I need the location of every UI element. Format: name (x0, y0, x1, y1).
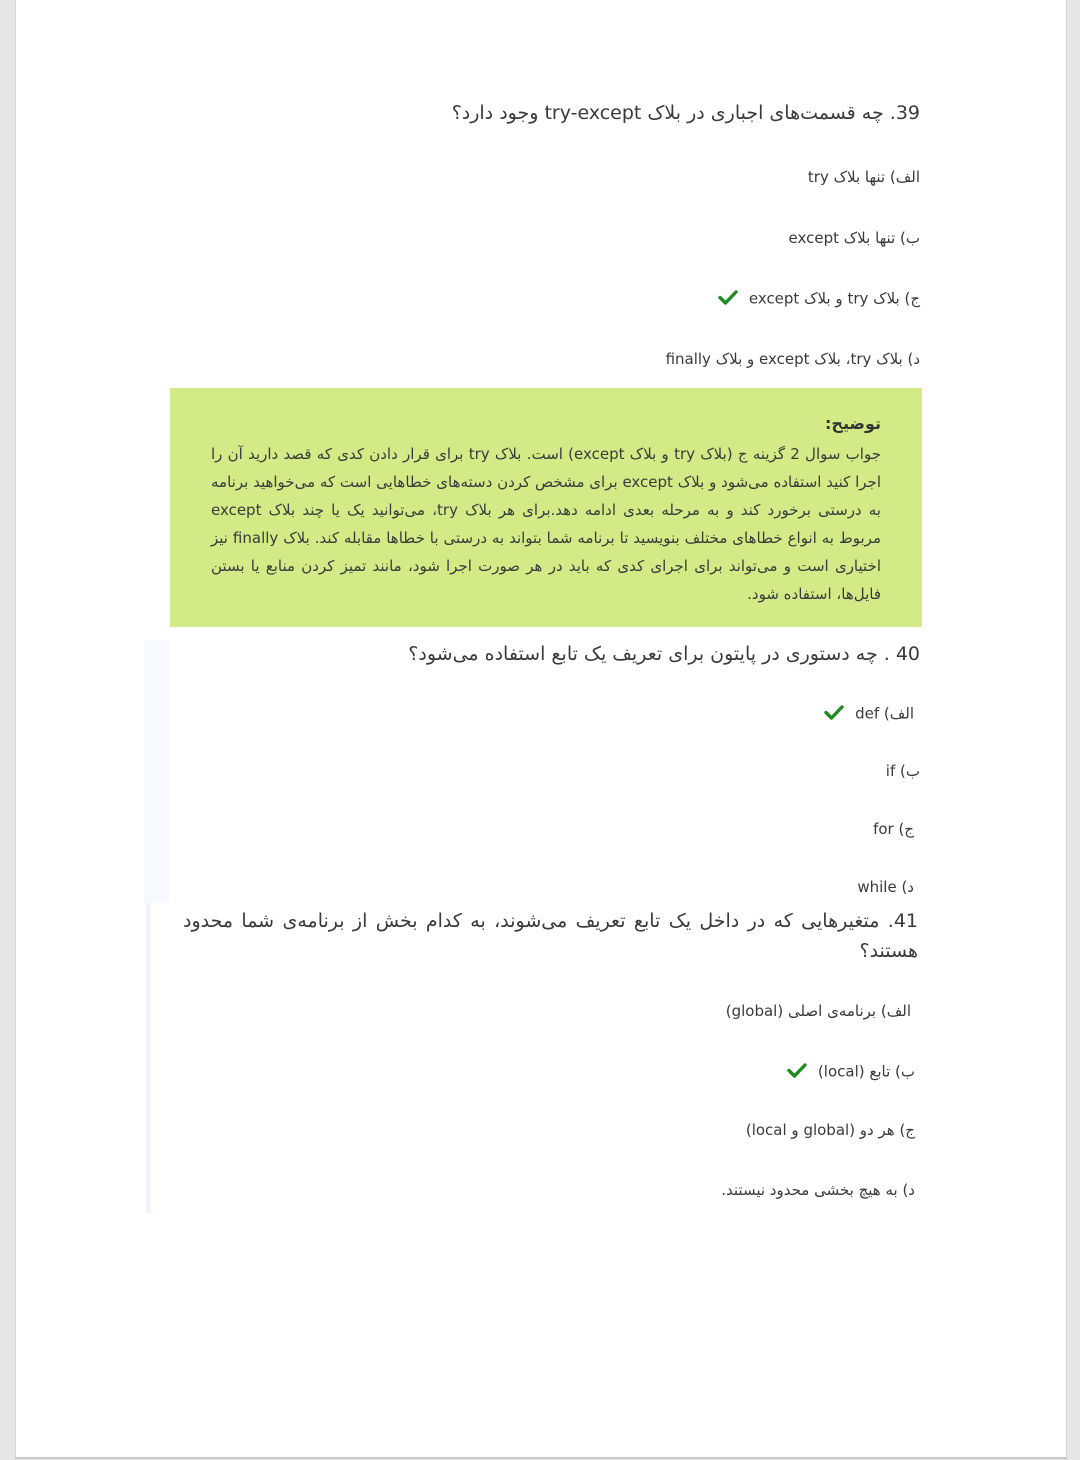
explanation-title: توضیح: (825, 414, 881, 433)
checkmark-icon (787, 1062, 807, 1082)
question-41-margin-band (146, 903, 151, 1213)
q41-option-a: الف) برنامه‌ی اصلی (global) (725, 1002, 911, 1020)
q39-option-d: د) بلاک try، بلاک except و بلاک finally (665, 350, 920, 368)
checkmark-icon (824, 704, 844, 724)
q40-option-c: ج) for (873, 820, 914, 838)
q40-option-a (824, 704, 914, 724)
q39-option-c (718, 289, 920, 309)
q39-option-a: الف) تنها بلاک try (807, 168, 920, 186)
q39-option-c-label: ج) بلاک try و بلاک except (748, 289, 920, 308)
document-page (15, 0, 1067, 1459)
question-40-margin-band (144, 640, 169, 903)
q41-option-d: د) به هیچ بخشی محدود نیستند. (721, 1181, 915, 1199)
q40-option-a-label: الف) def (855, 704, 914, 723)
q40-option-d: د) while (857, 878, 914, 896)
question-39: 39. چه قسمت‌های اجباری در بلاک try-except وجود دارد؟ (451, 102, 920, 124)
q40-option-b: ب) if (885, 762, 920, 780)
q41-option-b (787, 1062, 915, 1082)
checkmark-icon (718, 289, 738, 309)
explanation-text: جواب سوال 2 گزینه ج (بلاک try و بلاک except) است. بلاک try برای قرار دادن کدی که قصد دارید آن را اجرا کنید استفاده می‌شود و بلاک except برای مشخص کردن دسته‌های خطاهایی است که می‌خواهید برنامه به درستی برخورد کند و به مرحله بعدی ادامه دهد.برای هر بلاک try، می‌توانید یک یا چند بلاک except مربوط به انواع خطاهای مختلف بنویسید تا برنامه شما بتواند به درستی با خطاها مقابله کند. بلاک finally نیز اختیاری است و می‌تواند برای اجرای کدی که باید در هر صورت اجرا شود، مانند تمیز کردن منابع یا بستن فایل‌ها، استفاده شود. (211, 445, 881, 603)
explanation-box (170, 388, 922, 627)
question-41: 41. متغیرهایی که در داخل یک تابع تعریف می‌شوند، به کدام بخش از برنامه‌ی شما محدود هستند؟ (183, 910, 918, 962)
q41-option-b-label: ب) تابع (local) (817, 1062, 915, 1081)
question-40: 40 . چه دستوری در پایتون برای تعریف یک تابع استفاده می‌شود؟ (408, 643, 920, 665)
q39-option-b: ب) تنها بلاک except (788, 229, 920, 247)
q41-option-c: ج) هر دو (global و local) (745, 1121, 915, 1139)
